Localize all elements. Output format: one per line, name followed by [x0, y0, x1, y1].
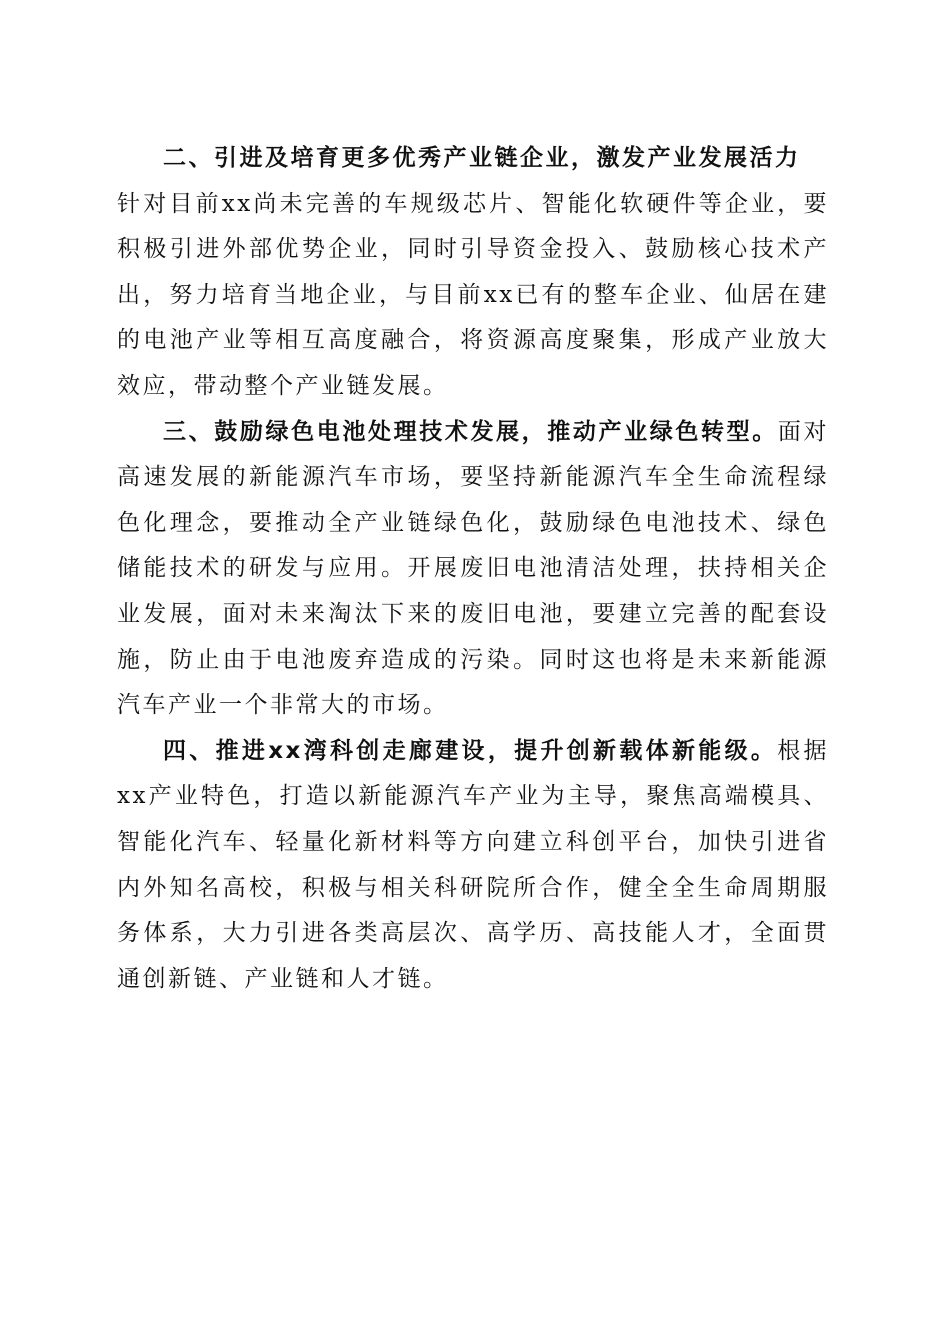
- section-4-body: 根据xx产业特色，打造以新能源汽车产业为主导，聚焦高端模具、智能化汽车、轻量化新材料等方向建立科创平台，加快引进省内外知名高校，积极与相关科研院所合作，健全全生命周期服务体系，大力引进各类高层次、高学历、高技能人才，全面贯通创新链、产业链和人才链。: [117, 737, 830, 992]
- section-4-paragraph: [117, 729, 829, 1003]
- section-3-body: 面对高速发展的新能源汽车市场，要坚持新能源汽车全生命流程绿色化理念，要推动全产业链绿色化，鼓励绿色电池技术、绿色储能技术的研发与应用。开展废旧电池清洁处理，扶持相关企业发展，面对未来淘汰下来的废旧电池，要建立完善的配套设施，防止由于电池废弃造成的污染。同时这也将是未来新能源汽车产业一个非常大的市场。: [117, 418, 830, 719]
- section-3-paragraph: [117, 410, 829, 729]
- document-page: [117, 136, 829, 1002]
- section-3-heading: 三、鼓励绿色电池处理技术发展，推动产业绿色转型。: [163, 418, 778, 445]
- section-2-heading: 二、引进及培育更多优秀产业链企业，激发产业发展活力: [163, 145, 801, 171]
- section-2-body: 针对目前xx尚未完善的车规级芯片、智能化软硬件等企业，要积极引进外部优势企业，同时引导资金投入、鼓励核心技术产出，努力培育当地企业，与目前xx已有的整车企业、仙居在建的电池产业等相互高度融合，将资源高度聚集，形成产业放大效应，带动整个产业链发展。: [117, 190, 829, 399]
- section-4-heading: 四、推进xx湾科创走廊建设，提升创新载体新能级。: [163, 737, 778, 764]
